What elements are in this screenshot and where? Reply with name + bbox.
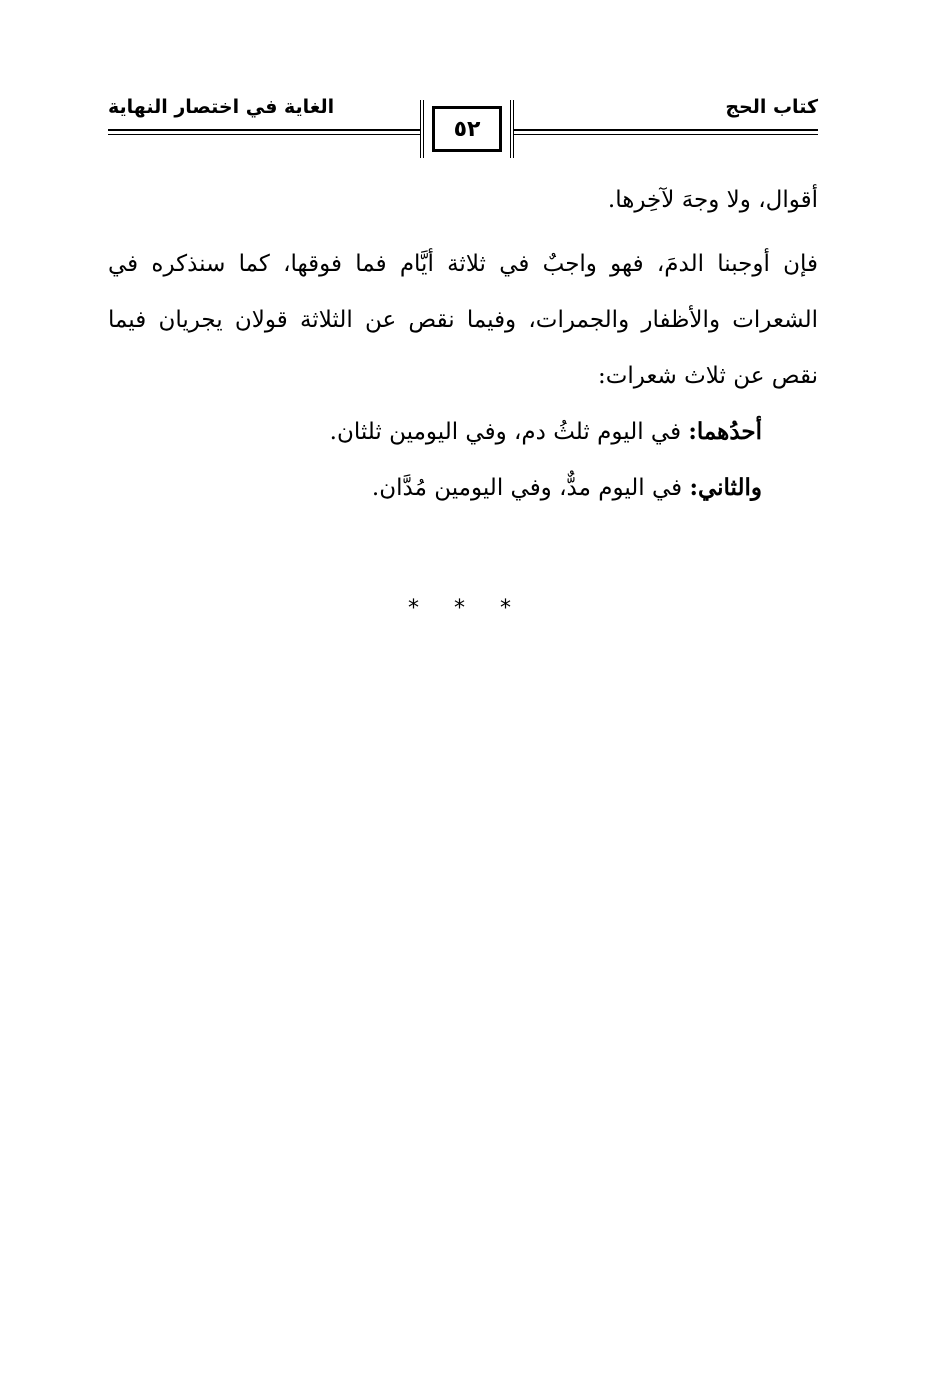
- body-paragraph-2: فإن أوجبنا الدمَ، فهو واجبٌ في ثلاثة أيَّام فما فوقها، كما سنذكره في الشعرات والأظفار والجمرات، وفيما نقص عن الثلاثة قولان يجريان فيما نقص عن ثلاث شعرات:: [108, 251, 818, 389]
- page-number-box: [432, 106, 502, 152]
- running-title-chapter: كتاب الحج: [725, 96, 818, 118]
- opinion-2-text: في اليوم مدٌّ، وفي اليومين مُدَّان.: [371, 475, 690, 501]
- opinion-1-text: في اليوم ثلثُ دم، وفي اليومين ثلثان.: [329, 419, 689, 445]
- page-number: ٥٢: [453, 116, 481, 142]
- section-separator: * * *: [408, 596, 525, 621]
- page-header: [108, 86, 818, 166]
- opinion-1-lead: أحدُهما:: [688, 418, 762, 445]
- page-body: [108, 172, 818, 516]
- body-line-1: أقوال، ولا وجهَ لآخِرها.: [607, 187, 818, 213]
- page-number-frame: [420, 100, 514, 158]
- opinion-1: [108, 404, 818, 460]
- opinion-2-lead: والثاني:: [689, 474, 762, 501]
- running-title-book: الغاية في اختصار النهاية: [108, 96, 335, 118]
- opinion-2: [108, 460, 818, 516]
